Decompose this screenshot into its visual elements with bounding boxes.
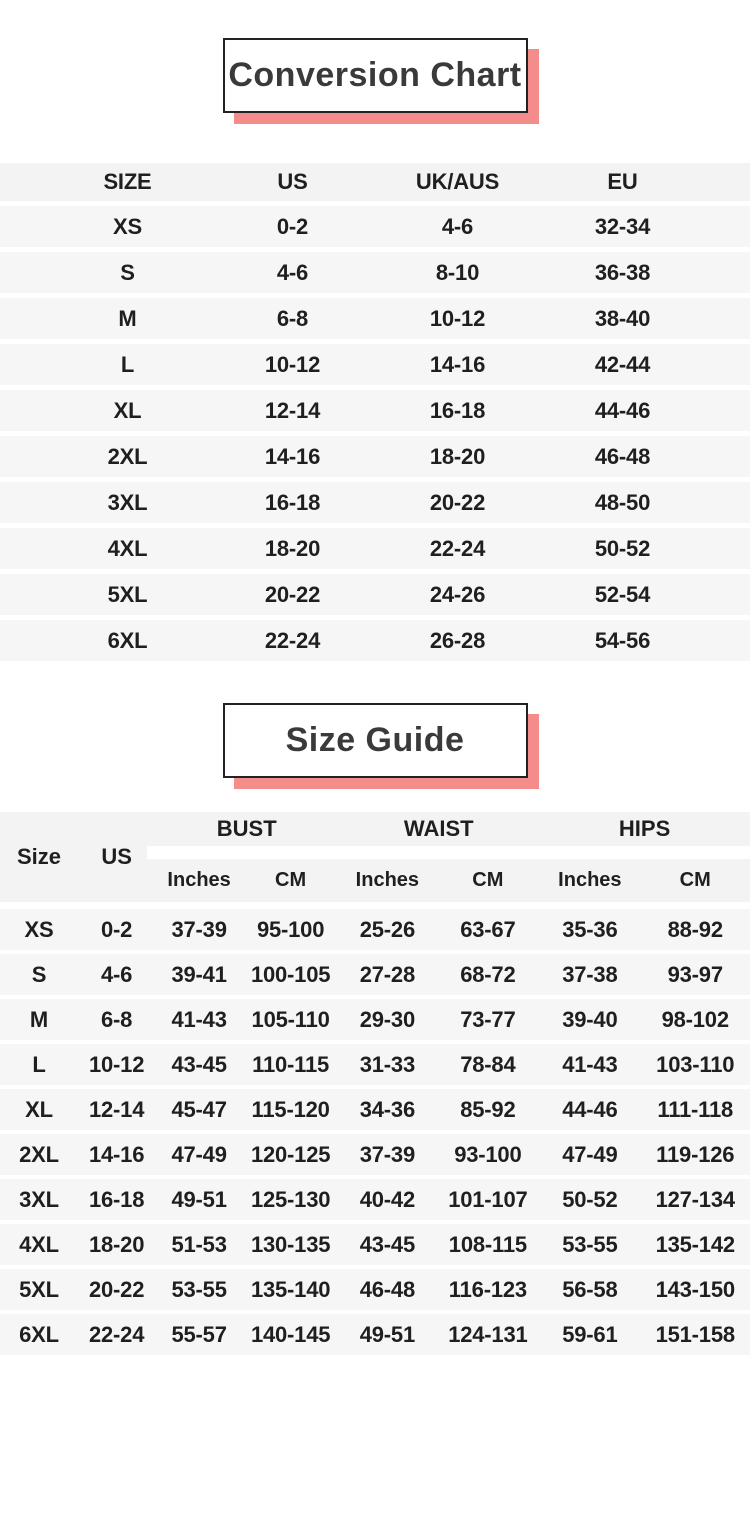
table-row	[0, 999, 750, 1040]
table-cell: 4-6	[276, 259, 309, 285]
table-cell: 93-97	[667, 961, 723, 987]
conversion-table-body	[0, 206, 750, 661]
table-cell: 37-39	[171, 916, 227, 942]
title-frame	[223, 703, 528, 778]
table-cell: 43-45	[171, 1051, 227, 1077]
table-cell: 38-40	[594, 305, 651, 331]
table-cell: 2XL	[107, 443, 148, 469]
table-cell: 68-72	[460, 961, 516, 987]
table-cell: 39-40	[562, 1006, 618, 1032]
table-cell: 116-123	[448, 1276, 527, 1302]
table-cell: 35-36	[562, 916, 618, 942]
table-cell: 31-33	[359, 1051, 415, 1077]
table-cell: XL	[25, 1096, 53, 1122]
column-group-hips: HIPS	[618, 816, 671, 841]
column-header-waist-cm: CM	[472, 869, 504, 891]
table-cell: 48-50	[594, 489, 651, 515]
table-cell: 115-120	[251, 1096, 330, 1122]
table-row	[0, 436, 750, 477]
table-cell: S	[31, 961, 47, 987]
table-cell: 135-142	[655, 1231, 735, 1257]
table-cell: 22-24	[429, 535, 486, 561]
table-cell: L	[120, 351, 135, 377]
table-cell: 10-12	[429, 305, 486, 331]
table-cell: 20-22	[88, 1276, 145, 1302]
table-cell: 4XL	[19, 1231, 59, 1257]
column-header-us: US	[101, 844, 132, 869]
table-cell: 16-18	[88, 1186, 145, 1212]
table-row	[0, 206, 750, 247]
table-cell: 14-16	[88, 1141, 145, 1167]
table-cell: 51-53	[171, 1231, 227, 1257]
table-row	[0, 390, 750, 431]
table-cell: 27-28	[359, 961, 415, 987]
table-cell: 32-34	[594, 213, 651, 239]
table-cell: 3XL	[19, 1186, 59, 1212]
table-cell: 6XL	[19, 1321, 59, 1347]
column-header-hips-inches: Inches	[558, 869, 622, 891]
column-header-us: US	[277, 169, 308, 194]
table-cell: 56-58	[562, 1276, 618, 1302]
size-guide-title-box	[223, 703, 528, 778]
table-cell: 36-38	[594, 259, 651, 285]
table-cell: 12-14	[264, 397, 321, 423]
table-cell: 63-67	[460, 916, 516, 942]
table-row	[0, 252, 750, 293]
table-cell: 5XL	[19, 1276, 59, 1302]
table-cell: 16-18	[429, 397, 486, 423]
table-cell: 54-56	[594, 627, 651, 653]
table-cell: 34-36	[359, 1096, 415, 1122]
table-cell: 93-100	[454, 1141, 522, 1167]
column-header-bust-inches: Inches	[167, 869, 231, 891]
table-cell: 10-12	[264, 351, 321, 377]
table-cell: 24-26	[429, 581, 486, 607]
table-cell: 12-14	[88, 1096, 145, 1122]
size-guide-table	[0, 812, 750, 1355]
conversion-chart-title: Conversion Chart	[228, 56, 522, 94]
table-row	[0, 1044, 750, 1085]
table-cell: 110-115	[252, 1051, 330, 1077]
table-cell: 14-16	[429, 351, 486, 377]
table-row	[0, 298, 750, 339]
table-row	[0, 1224, 750, 1265]
conversion-table-header	[0, 163, 750, 201]
column-header-size: SIZE	[103, 169, 152, 194]
header-divider	[147, 846, 750, 859]
table-cell: XL	[113, 397, 142, 423]
table-cell: 4XL	[107, 535, 148, 561]
table-cell: 95-100	[256, 916, 325, 942]
table-cell: 73-77	[460, 1006, 516, 1032]
column-header-waist-inches: Inches	[355, 869, 420, 891]
table-cell: M	[29, 1006, 49, 1032]
table-cell: 49-51	[171, 1186, 227, 1212]
table-cell: 111-118	[657, 1096, 734, 1122]
table-cell: 6-8	[276, 305, 309, 331]
table-cell: 29-30	[359, 1006, 415, 1032]
table-cell: 42-44	[594, 351, 651, 377]
table-cell: 39-41	[171, 961, 227, 987]
table-cell: M	[118, 305, 137, 331]
table-cell: 18-20	[429, 443, 486, 469]
table-cell: 3XL	[107, 489, 148, 515]
table-cell: 6-8	[101, 1006, 133, 1032]
table-cell: 18-20	[88, 1231, 145, 1257]
column-header-size: Size	[16, 844, 61, 869]
table-cell: 43-45	[359, 1231, 415, 1257]
table-cell: 101-107	[448, 1186, 528, 1212]
table-cell: 45-47	[171, 1096, 227, 1122]
table-cell: 41-43	[562, 1051, 618, 1077]
table-cell: 53-55	[171, 1276, 227, 1302]
table-cell: 88-92	[667, 916, 723, 942]
table-cell: 5XL	[107, 581, 148, 607]
table-cell: 53-55	[562, 1231, 618, 1257]
table-cell: S	[120, 259, 135, 285]
table-row	[0, 1089, 750, 1130]
table-cell: XS	[113, 213, 142, 239]
table-cell: 55-57	[171, 1321, 227, 1347]
conversion-chart-title-box	[223, 38, 528, 113]
column-header-eu: EU	[607, 169, 638, 194]
table-cell: 20-22	[264, 581, 321, 607]
table-cell: 37-39	[359, 1141, 415, 1167]
table-cell: 105-110	[251, 1006, 330, 1032]
table-cell: 120-125	[250, 1141, 331, 1167]
table-cell: 20-22	[429, 489, 486, 515]
table-cell: 16-18	[264, 489, 321, 515]
table-cell: 6XL	[107, 627, 148, 653]
column-group-waist: WAIST	[403, 816, 474, 841]
column-header-uk-aus: UK/AUS	[415, 169, 500, 194]
table-cell: 46-48	[594, 443, 651, 469]
table-cell: 10-12	[88, 1051, 145, 1077]
table-row	[0, 1314, 750, 1355]
table-row	[0, 1179, 750, 1220]
table-cell: 135-140	[250, 1276, 331, 1302]
table-cell: 49-51	[359, 1321, 415, 1347]
column-header-hips-cm: CM	[679, 869, 711, 891]
table-cell: 2XL	[19, 1141, 59, 1167]
size-guide-title: Size Guide	[285, 721, 465, 759]
table-cell: 44-46	[594, 397, 651, 423]
table-row	[0, 528, 750, 569]
table-cell: 41-43	[171, 1006, 227, 1032]
table-cell: 4-6	[441, 213, 474, 239]
table-row	[0, 620, 750, 661]
table-cell: 26-28	[429, 627, 486, 653]
table-cell: 85-92	[460, 1096, 516, 1122]
table-cell: 37-38	[562, 961, 618, 987]
table-row	[0, 909, 750, 950]
size-guide-table-body	[0, 909, 750, 1355]
column-group-bust: BUST	[216, 816, 277, 841]
size-guide-header	[0, 812, 750, 902]
table-cell: 130-135	[250, 1231, 331, 1257]
table-cell: 46-48	[359, 1276, 415, 1302]
table-cell: XS	[24, 916, 54, 942]
table-cell: 40-42	[359, 1186, 415, 1212]
table-cell: 151-158	[655, 1321, 735, 1347]
table-cell: 125-130	[250, 1186, 331, 1212]
table-cell: 127-134	[655, 1186, 735, 1212]
table-cell: 78-84	[460, 1051, 516, 1077]
column-header-bust-cm: CM	[275, 869, 307, 891]
table-cell: 143-150	[655, 1276, 735, 1302]
table-cell: 0-2	[276, 213, 309, 239]
table-cell: 119-126	[656, 1141, 735, 1167]
table-cell: 103-110	[656, 1051, 735, 1077]
table-cell: 44-46	[562, 1096, 618, 1122]
table-cell: 50-52	[594, 535, 651, 561]
table-row	[0, 344, 750, 385]
table-row	[0, 482, 750, 523]
table-cell: 4-6	[101, 961, 133, 987]
table-cell: 8-10	[435, 259, 480, 285]
table-cell: 18-20	[264, 535, 321, 561]
table-cell: 59-61	[562, 1321, 618, 1347]
table-row	[0, 954, 750, 995]
table-cell: 140-145	[250, 1321, 331, 1347]
table-cell: 98-102	[661, 1006, 729, 1032]
table-cell: 50-52	[562, 1186, 618, 1212]
table-row	[0, 1269, 750, 1310]
table-cell: 22-24	[264, 627, 321, 653]
table-cell: 52-54	[594, 581, 651, 607]
table-cell: 47-49	[562, 1141, 618, 1167]
table-cell: L	[32, 1051, 46, 1077]
table-cell: 47-49	[171, 1141, 227, 1167]
table-cell: 25-26	[359, 916, 415, 942]
table-cell: 0-2	[101, 916, 133, 942]
conversion-table	[0, 163, 750, 661]
title-frame	[223, 38, 528, 113]
table-row	[0, 1134, 750, 1175]
table-row	[0, 574, 750, 615]
table-cell: 22-24	[88, 1321, 145, 1347]
table-cell: 100-105	[250, 961, 331, 987]
table-cell: 108-115	[448, 1231, 527, 1257]
table-cell: 14-16	[264, 443, 321, 469]
table-cell: 124-131	[448, 1321, 528, 1347]
